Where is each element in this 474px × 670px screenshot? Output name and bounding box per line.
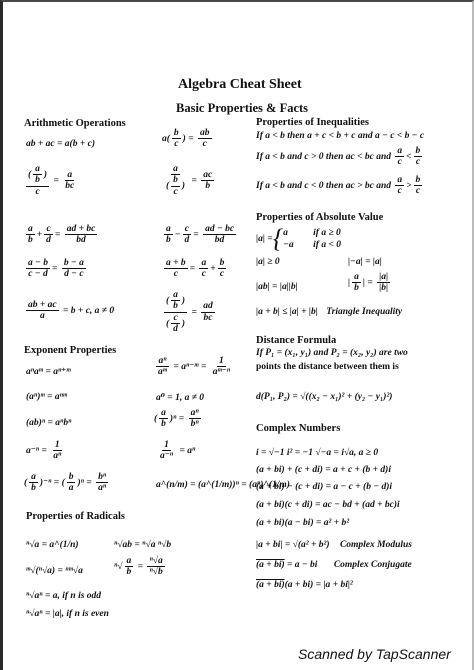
formula-exp-3a: (ab)ⁿ = aⁿbⁿ	[26, 418, 72, 428]
distance-heading: Distance Formula	[256, 335, 337, 346]
formula-abs-3b: | $\frac{a}{b}$ | = $\frac{|a|}{|b|}$	[348, 272, 389, 294]
formula-rad-2a: ᵐ√(ⁿ√a) = ⁿᵐ√a	[26, 566, 83, 576]
absolute-value-heading: Properties of Absolute Value	[256, 212, 384, 223]
formula-abs-2a: |a| ≥ 0	[256, 257, 280, 267]
formula-arith-5a: $\frac{ab + ac}{a}$ = b + c, a ≠ 0	[28, 300, 115, 322]
page-subtitle: Basic Properties & Facts	[176, 101, 309, 115]
formula-cx-6: |a + bi| = √(a² + b²) Complex Modulus	[256, 540, 412, 550]
radicals-heading: Properties of Radicals	[26, 511, 125, 522]
formula-cx-7: (a + bi) = a − bi Complex Conjugate	[256, 560, 412, 570]
distance-line-2: points the distance between them is	[256, 362, 399, 372]
formula-rad-4: ⁿ√aⁿ = |a|, if n is even	[26, 609, 109, 619]
formula-arith-1a: ab + ac = a(b + c)	[26, 139, 96, 149]
formula-arith-2a: ( $\frac{a}{b}$ ) c = $\frac{a}{bc}$	[28, 164, 75, 197]
distance-line-1: If P₁ = (x₁, y₁) and P₂ = (x₂, y₂) are two	[256, 348, 408, 358]
formula-arith-4b: $\frac{a + b}{c}$ = $\frac{a}{c}$ + $\frac{b}{c}$	[166, 258, 225, 280]
formula-cx-2: (a + bi) + (c + di) = a + c + (b + d)i	[256, 465, 391, 475]
formula-exp-2a: (aⁿ)ᵐ = aⁿᵐ	[26, 392, 68, 402]
formula-ineq-1: If a < b then a + c < b + c and a − c < b − c	[256, 131, 425, 141]
formula-ineq-2: If a < b and c > 0 then ac < bc and $\frac{a}{c}$ < $\frac{b}{c}$	[256, 146, 421, 168]
formula-exp-2b: a⁰ = 1, a ≠ 0	[156, 393, 205, 403]
formula-exp-4a: a⁻ⁿ = $\frac{1}{\text{aⁿ}}$	[26, 440, 62, 462]
formula-rad-1b: ⁿ√ab = ⁿ√a ⁿ√b	[114, 540, 172, 550]
formula-exp-5b: a^(n/m) = (a^(1/m))ⁿ = (aⁿ)^(1/m)	[156, 480, 290, 490]
complex-heading: Complex Numbers	[256, 423, 341, 434]
formula-abs-2b: |−a| = |a|	[348, 257, 382, 267]
formula-cx-3: (a + bi) − (c + di) = a − c + (b − d)i	[256, 482, 393, 492]
inequalities-heading: Properties of Inequalities	[256, 117, 369, 128]
page-title: Algebra Cheat Sheet	[178, 77, 302, 92]
formula-ineq-3: If a < b and c < 0 then ac > bc and $\frac{a}{c}$ > $\frac{b}{c}$	[256, 175, 421, 197]
formula-exp-5a: ( $\frac{a}{b}$ )⁻ⁿ = ( $\frac{b}{a}$ )ⁿ = $\frac{\text{bⁿ}}{\text{aⁿ}}$	[24, 472, 107, 494]
formula-arith-3b: $\frac{a}{b}$ − $\frac{c}{d}$ = $\frac{ad - bc}{bd}$	[166, 224, 235, 246]
formula-cx-8: (a + bi)(a + bi) = |a + bi|²	[256, 580, 353, 590]
exponent-heading: Exponent Properties	[24, 345, 117, 356]
formula-exp-4b: $\frac{1}{\text{a⁻ⁿ}}$ = aⁿ	[160, 440, 196, 462]
formula-arith-5b: ( $\frac{a}{b}$ ) ( $\frac{c}{d}$ ) = $\frac{ad}{bc}$	[166, 290, 213, 335]
formula-cx-5: (a + bi)(a − bi) = a² + b²	[256, 518, 350, 528]
formula-exp-3b: ( $\frac{a}{b}$ )ⁿ = $\frac{\text{aⁿ}}{\text{bⁿ}}$	[154, 408, 199, 430]
formula-arith-1b: a( $\frac{b}{c}$ ) = $\frac{ab}{c}$	[162, 128, 210, 150]
formula-cx-1: i = √−1 i² = −1 √−a = i√a, a ≥ 0	[256, 448, 379, 458]
scanner-watermark: Scanned by TapScanner	[298, 646, 451, 662]
formula-rad-1a: ⁿ√a = a^(1/n)	[26, 540, 79, 550]
formula-exp-1b: $\frac{\text{aⁿ}}{\text{aᵐ}}$ = aⁿ⁻ᵐ = $\frac{1}{\text{aᵐ⁻ⁿ}}$	[158, 356, 231, 378]
formula-abs-4: |a + b| ≤ |a| + |b| Triangle Inequality	[256, 307, 403, 317]
formula-arith-4a: $\frac{a - b}{c - d}$ = $\frac{b - a}{d - c}$	[28, 258, 84, 280]
formula-arith-3a: $\frac{a}{b}$ + $\frac{c}{d}$ = $\frac{ad + bc}{bd}$	[28, 224, 96, 246]
formula-rad-2b: ⁿ√ $\frac{a}{b}$ = $\frac{\text{ⁿ√a}}{\text{ⁿ√b}}$	[114, 556, 163, 578]
formula-abs-1: |a| = { a if a ≥ 0 −a if a < 0	[256, 224, 341, 253]
formula-exp-1a: aⁿaᵐ = aⁿ⁺ᵐ	[26, 367, 71, 377]
arithmetic-heading: Arithmetic Operations	[24, 118, 126, 129]
formula-cx-4: (a + bi)(c + di) = ac − bd + (ad + bc)i	[256, 500, 400, 510]
formula-distance: d(P₁, P₂) = √((x₂ − x₁)² + (y₂ − y₁)²)	[256, 392, 393, 402]
formula-arith-2b: a ( $\frac{b}{c}$ ) = $\frac{ac}{b}$	[166, 164, 213, 197]
formula-abs-3a: |ab| = |a||b|	[256, 282, 298, 292]
formula-rad-3: ⁿ√aⁿ = a, if n is odd	[26, 591, 102, 601]
